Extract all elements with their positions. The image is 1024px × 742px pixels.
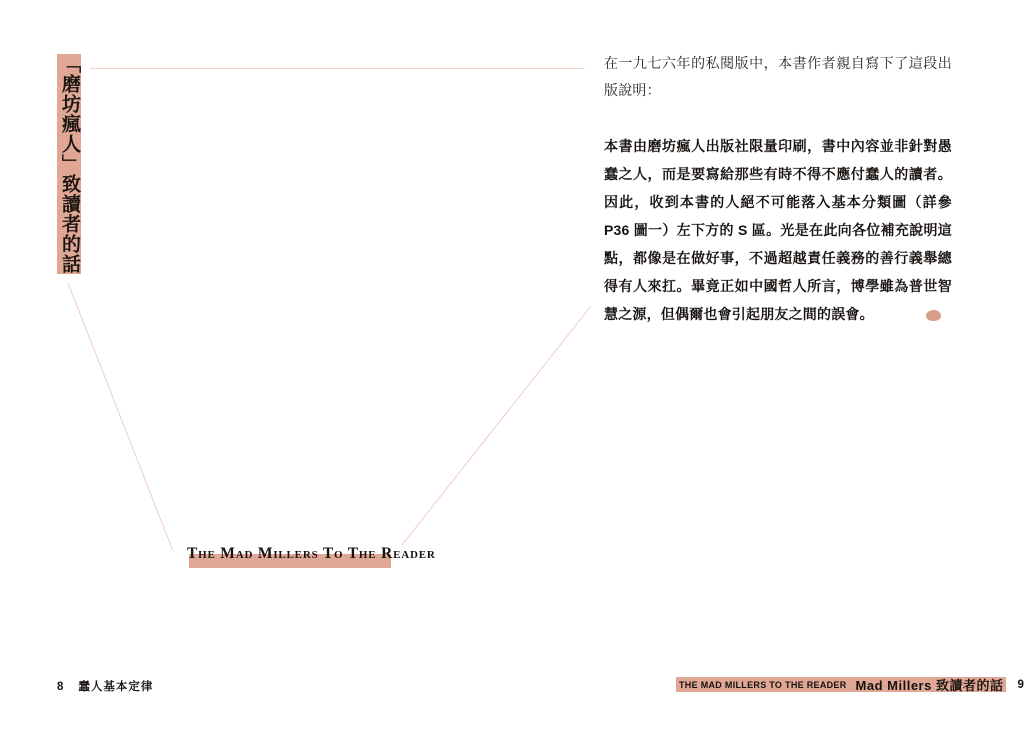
running-head-zh: Mad Millers 致讀者的話 bbox=[855, 678, 1004, 693]
end-ornament-dot bbox=[926, 310, 941, 321]
quote-paragraph: 本書由磨坊瘋人出版社限量印刷，書中內容並非針對愚蠢之人，而是要寫給那些有時不得不應付蠢人的讀者。因此，收到本書的人絕不可能落入基本分類圖（詳參P36 圖一）左下方的 S 區。光是在此向各位補充說明這點，都像是在做好事，不過超越責任義務的善行義舉總得有人來扛。畢竟正如中國哲人所言，博學雖為普世智慧之源，但偶爾也會引起朋友之間的誤會。 bbox=[604, 138, 952, 322]
chapter-title-vertical: 「磨坊瘋人」致讀者的話 bbox=[59, 54, 80, 274]
page-number-left: 8 bbox=[57, 681, 64, 693]
footer-left bbox=[57, 678, 153, 694]
page-number-right: 9 bbox=[1017, 678, 1024, 691]
running-head-highlight bbox=[676, 677, 1006, 692]
running-head-en: THE MAD MILLERS TO THE READER bbox=[679, 679, 847, 690]
callout-label: The Mad Millers To The Reader bbox=[187, 545, 436, 562]
leader-line-right bbox=[402, 306, 591, 545]
intro-paragraph: 在一九七六年的私閱版中，本書作者親自寫下了這段出版說明： bbox=[604, 55, 952, 98]
book-title: 蠢人基本定律 bbox=[78, 681, 154, 693]
footer-right bbox=[676, 677, 1024, 692]
callout-label-group bbox=[187, 545, 436, 563]
leader-line-left bbox=[68, 283, 173, 551]
